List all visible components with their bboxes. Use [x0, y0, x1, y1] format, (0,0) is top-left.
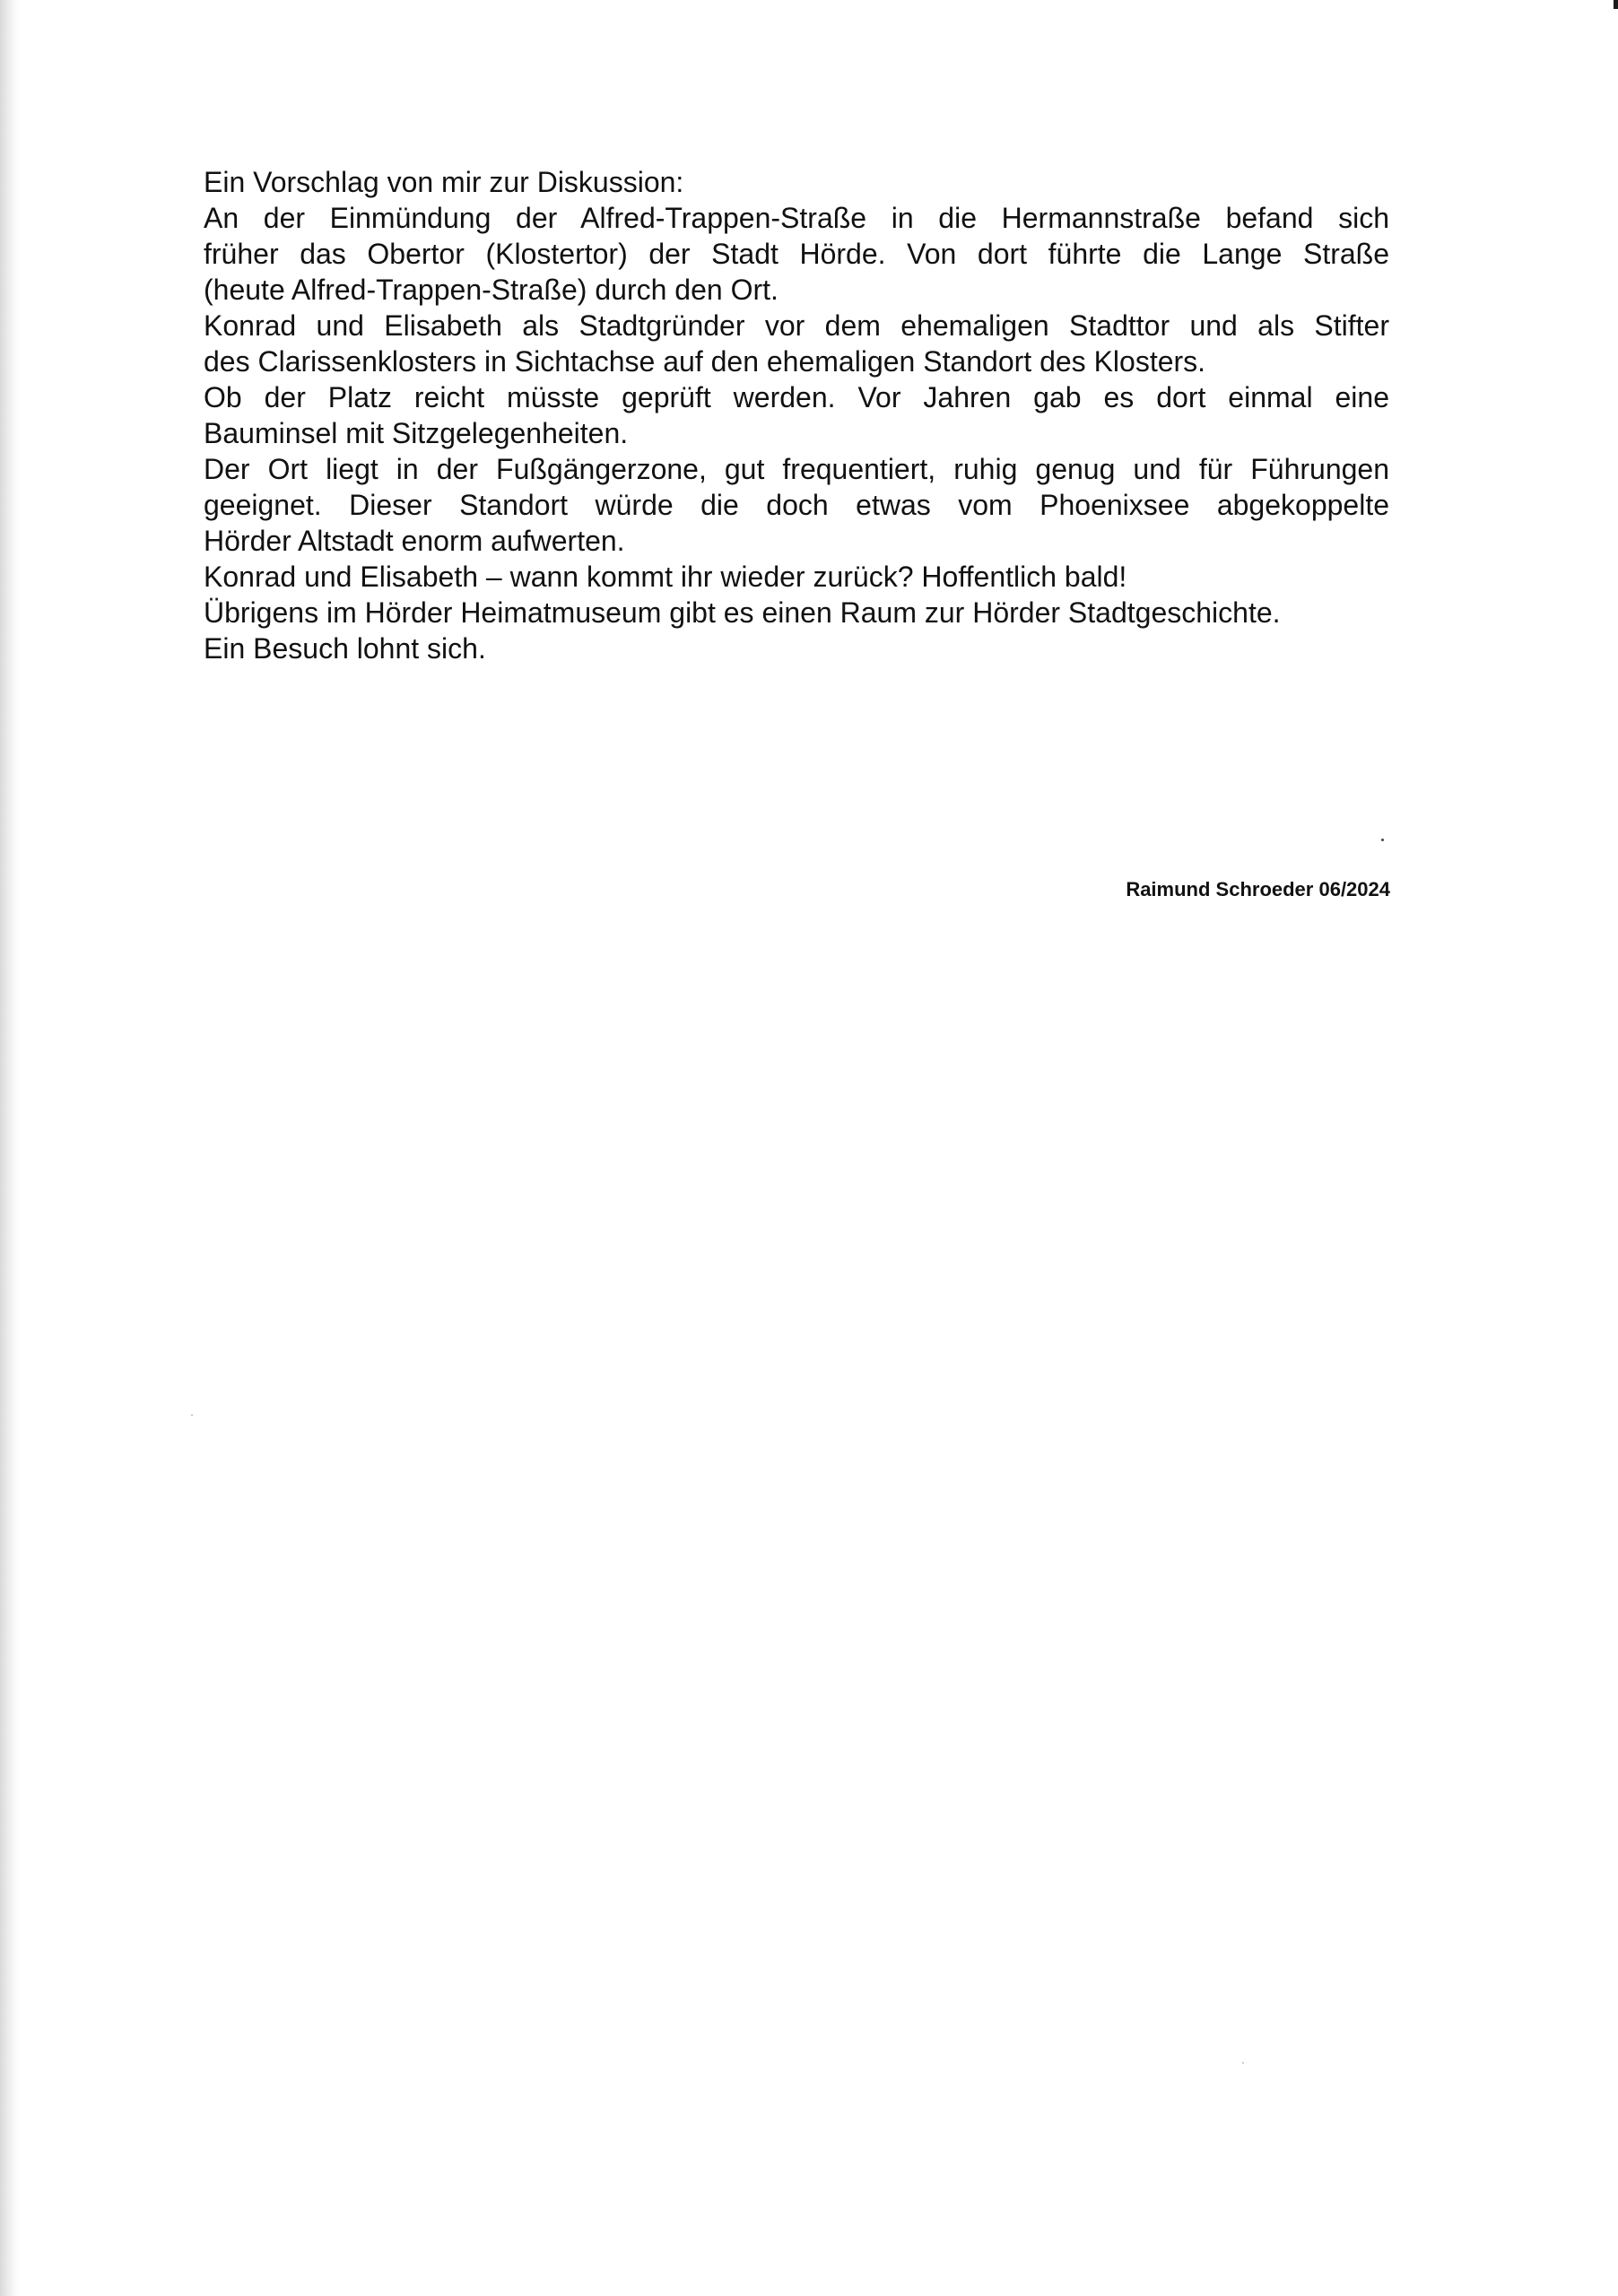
text-line: Hörder Altstadt enorm aufwerten.: [204, 525, 625, 557]
text-line: An der Einmündung der Alfred-Trappen-Straße in die Hermannstraße befand sich: [204, 202, 1389, 234]
scan-speck: [1242, 2062, 1244, 2064]
text-line: Bauminsel mit Sitzgelegenheiten.: [204, 417, 629, 449]
letter-body: [204, 164, 1389, 666]
text-line: Übrigens im Hörder Heimatmuseum gibt es einen Raum zur Hörder Stadtgeschichte.: [204, 596, 1281, 629]
text-line: geeignet. Dieser Standort würde die doch etwas vom Phoenixsee abgekoppelte: [204, 489, 1389, 521]
paragraph-site: [204, 379, 1389, 559]
text-line: (heute Alfred-Trappen-Straße) durch den Ort.: [204, 274, 779, 306]
text-line: Ein Besuch lohnt sich.: [204, 632, 486, 665]
scan-speck: [191, 1414, 193, 1416]
scan-edge: [0, 0, 20, 2296]
text-line: Konrad und Elisabeth – wann kommt ihr wieder zurück? Hoffentlich bald!: [204, 561, 1127, 593]
text-line: Konrad und Elisabeth als Stadtgründer vor dem ehemaligen Stadttor und als Stifter: [204, 309, 1389, 342]
greeting: [204, 164, 1389, 200]
text-line: Der Ort liegt in der Fußgängerzone, gut frequentiert, ruhig genug und für Führungen: [204, 453, 1389, 485]
paragraph-location: [204, 200, 1389, 379]
text-line: des Clarissenklosters in Sichtachse auf den ehemaligen Standort des Klosters.: [204, 345, 1206, 378]
scan-dot: [1381, 839, 1384, 841]
signature: Raimund Schroeder 06/2024: [1126, 878, 1390, 900]
text-line: Ob der Platz reicht müsste geprüft werden. Vor Jahren gab es dort einmal eine: [204, 381, 1389, 413]
scan-mark: [1614, 0, 1618, 9]
paragraph-question: [204, 559, 1389, 595]
paragraph-museum: [204, 595, 1389, 666]
text-line: früher das Obertor (Klostertor) der Stadt Hörde. Von dort führte die Lange Straße: [204, 238, 1389, 270]
greeting-line: Ein Vorschlag von mir zur Diskussion:: [204, 166, 684, 198]
